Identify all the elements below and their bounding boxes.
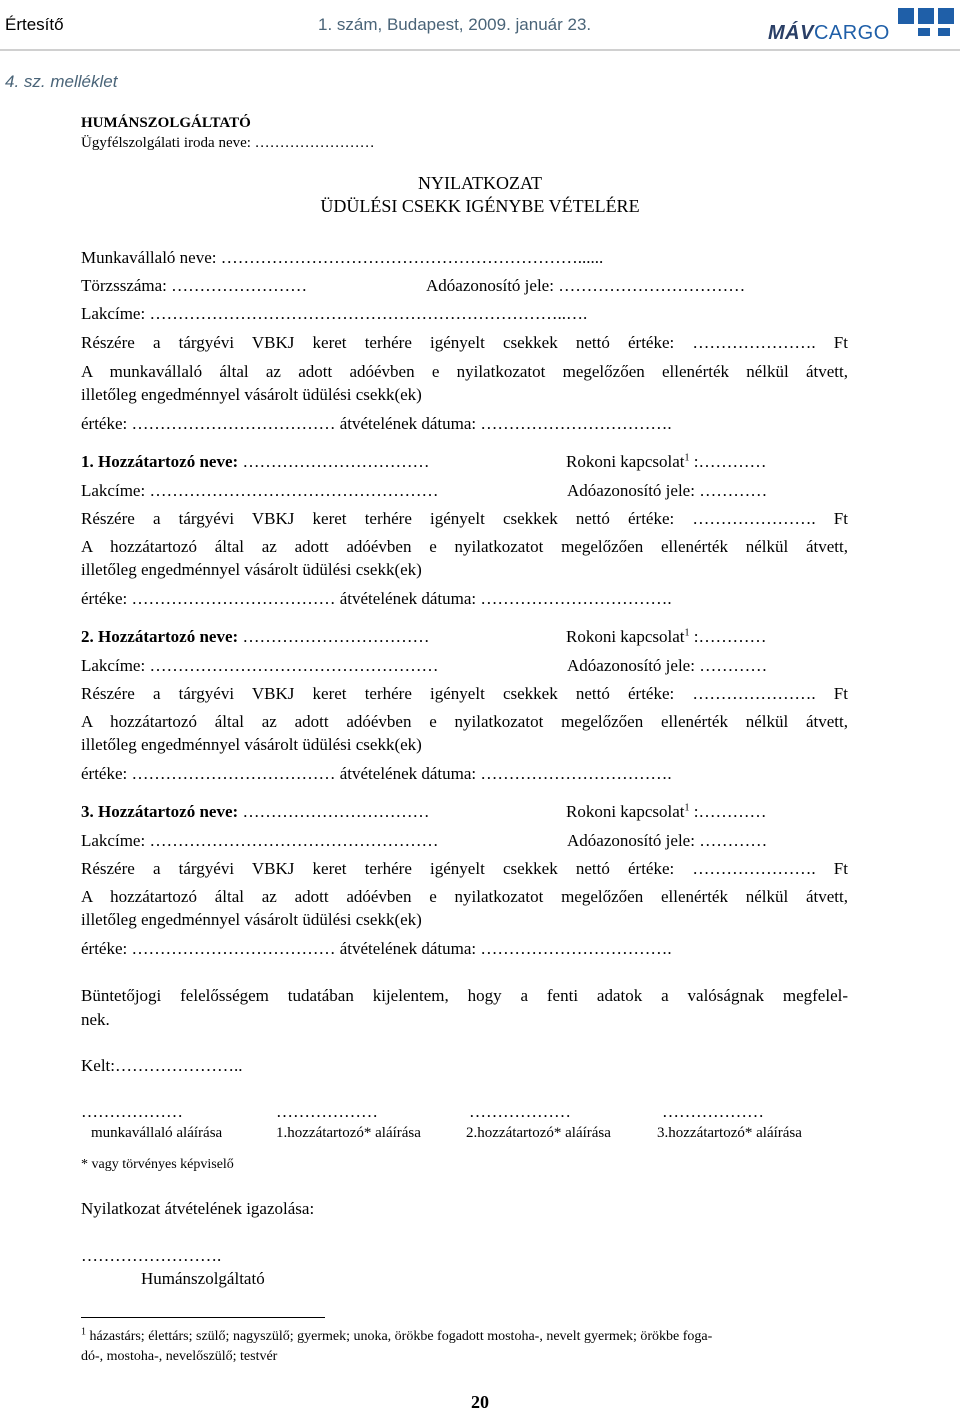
dependent-1-declaration-text: illetőleg engedménnyel vásárolt üdülési csekk(ek)	[81, 560, 422, 579]
dependent-2-worth-field[interactable]: értéke: ……………………………… átvételének dátuma: …………………………….	[81, 764, 672, 783]
dependent-1-value-field[interactable]: Részére a tárgyévi VBKJ keret terhére igényelt csekkek nettó értéke: …………………. Ft	[81, 509, 848, 528]
issue-info: 1. szám, Budapest, 2009. január 23.	[318, 15, 592, 34]
dependent-2-declaration-text: illetőleg engedménnyel vásárolt üdülési csekk(ek)	[81, 735, 422, 754]
journal-name: Értesítő	[5, 15, 64, 34]
header-divider	[0, 49, 960, 51]
signature-line[interactable]: ………………	[662, 1102, 764, 1121]
logo-square-icon	[938, 28, 950, 36]
employee-worth-field[interactable]: értéke: ……………………………… átvételének dátuma: …………………………….	[81, 414, 672, 433]
logo-square-icon	[938, 8, 954, 24]
signature-label: 2.hozzátartozó* aláírása	[466, 1125, 611, 1141]
dependent-1-relation-field[interactable]: Rokoni kapcsolat$^1$ :…………	[566, 452, 767, 471]
employee-tax-id-field[interactable]: Adóazonosító jele: ……………………………	[426, 276, 746, 295]
dependent-1-worth-field[interactable]: értéke: ……………………………… átvételének dátuma: …………………………….	[81, 589, 672, 608]
signature-line[interactable]: ………………	[81, 1102, 183, 1121]
dependent-3-relation-field[interactable]: Rokoni kapcsolat$^1$ :…………	[566, 802, 767, 821]
liability-statement: nek.	[81, 1010, 110, 1029]
signature-line[interactable]: ………………	[276, 1102, 378, 1121]
dependent-1-declaration-text: A hozzátartozó által az adott adóévben e nyilatkozatot megelőzően ellenérték nélkül átvett,	[81, 537, 848, 556]
logo-square-icon	[898, 8, 914, 24]
dependent-3-address-field[interactable]: Lakcíme: ……………………………………………	[81, 831, 439, 850]
employee-declaration-text: A munkavállaló által az adott adóévben e nyilatkozatot megelőzően ellenérték nélkül átvett,	[81, 362, 848, 381]
liability-statement: Büntetőjogi felelősségem tudatában kijelentem, hogy a fenti adatok a valóságnak megfelel-	[81, 986, 848, 1005]
dependent-1-address-field[interactable]: Lakcíme: ……………………………………………	[81, 481, 439, 500]
dependent-3-declaration-text: A hozzátartozó által az adott adóévben e nyilatkozatot megelőzően ellenérték nélkül átvett,	[81, 887, 848, 906]
receipt-label: Nyilatkozat átvételének igazolása:	[81, 1199, 315, 1218]
office-name-field[interactable]: Ügyfélszolgálati iroda neve: ……………………	[81, 135, 375, 151]
dependent-2-tax-id-field[interactable]: Adóazonosító jele: …………	[567, 656, 768, 675]
employee-registration-field[interactable]: Törzsszáma: ……………………	[81, 276, 308, 295]
signature-line[interactable]: ………………	[469, 1102, 571, 1121]
dependent-1-name-field[interactable]: 1. Hozzátartozó neve: ……………………………	[81, 452, 430, 471]
dependent-2-address-field[interactable]: Lakcíme: ……………………………………………	[81, 656, 439, 675]
form-title: NYILATKOZAT	[418, 173, 542, 193]
guardian-note: * vagy törvényes képviselő	[81, 1157, 234, 1172]
employee-value-field[interactable]: Részére a tárgyévi VBKJ keret terhére igényelt csekkek nettó értéke: …………………. Ft	[81, 333, 848, 352]
footnote-divider	[81, 1317, 325, 1318]
footnote: dó-, mostoha-, nevelőszülő; testvér	[81, 1349, 278, 1364]
logo-square-icon	[918, 28, 930, 36]
mavcargo-logo	[768, 8, 958, 42]
dependent-3-value-field[interactable]: Részére a tárgyévi VBKJ keret terhére igényelt csekkek nettó értéke: …………………. Ft	[81, 859, 848, 878]
provider-title: HUMÁNSZOLGÁLTATÓ	[81, 115, 251, 131]
dependent-3-declaration-text: illetőleg engedménnyel vásárolt üdülési csekk(ek)	[81, 910, 422, 929]
kelt-field[interactable]: Kelt:…………………..	[81, 1056, 243, 1075]
logo-text: MÁVCARGO	[768, 22, 890, 44]
signature-label: munkavállaló aláírása	[91, 1125, 223, 1141]
receipt-signer: Humánszolgáltató	[141, 1269, 265, 1288]
dependent-2-name-field[interactable]: 2. Hozzátartozó neve: ……………………………	[81, 627, 430, 646]
footnote: $^1$ házastárs; élettárs; szülő; nagyszülő; gyermek; unoka, örökbe fogadott mostoha-, nevelt gyermek; örökbe foga-	[81, 1326, 713, 1344]
signature-label: 1.hozzátartozó* aláírása	[276, 1125, 421, 1141]
logo-square-icon	[918, 8, 934, 24]
receipt-signature-line[interactable]: …………………….	[81, 1246, 222, 1265]
dependent-3-worth-field[interactable]: értéke: ……………………………… átvételének dátuma: …………………………….	[81, 939, 672, 958]
dependent-2-relation-field[interactable]: Rokoni kapcsolat$^1$ :…………	[566, 627, 767, 646]
page-number: 20	[471, 1392, 489, 1412]
employee-name-field[interactable]: Munkavállaló neve: ………………………………………………………......	[81, 248, 604, 267]
form-subtitle: ÜDÜLÉSI CSEKK IGÉNYBE VÉTELÉRE	[320, 196, 640, 216]
dependent-3-name-field[interactable]: 3. Hozzátartozó neve: ……………………………	[81, 802, 430, 821]
employee-address-field[interactable]: Lakcíme: ………………………………………………………………..….	[81, 304, 588, 323]
dependent-2-value-field[interactable]: Részére a tárgyévi VBKJ keret terhére igényelt csekkek nettó értéke: …………………. Ft	[81, 684, 848, 703]
signature-label: 3.hozzátartozó* aláírása	[657, 1125, 802, 1141]
dependent-2-declaration-text: A hozzátartozó által az adott adóévben e nyilatkozatot megelőzően ellenérték nélkül átvett,	[81, 712, 848, 731]
dependent-1-tax-id-field[interactable]: Adóazonosító jele: …………	[567, 481, 768, 500]
annex-label: 4. sz. melléklet	[5, 72, 118, 91]
dependent-3-tax-id-field[interactable]: Adóazonosító jele: …………	[567, 831, 768, 850]
employee-declaration-text: illetőleg engedménnyel vásárolt üdülési csekk(ek)	[81, 385, 422, 404]
